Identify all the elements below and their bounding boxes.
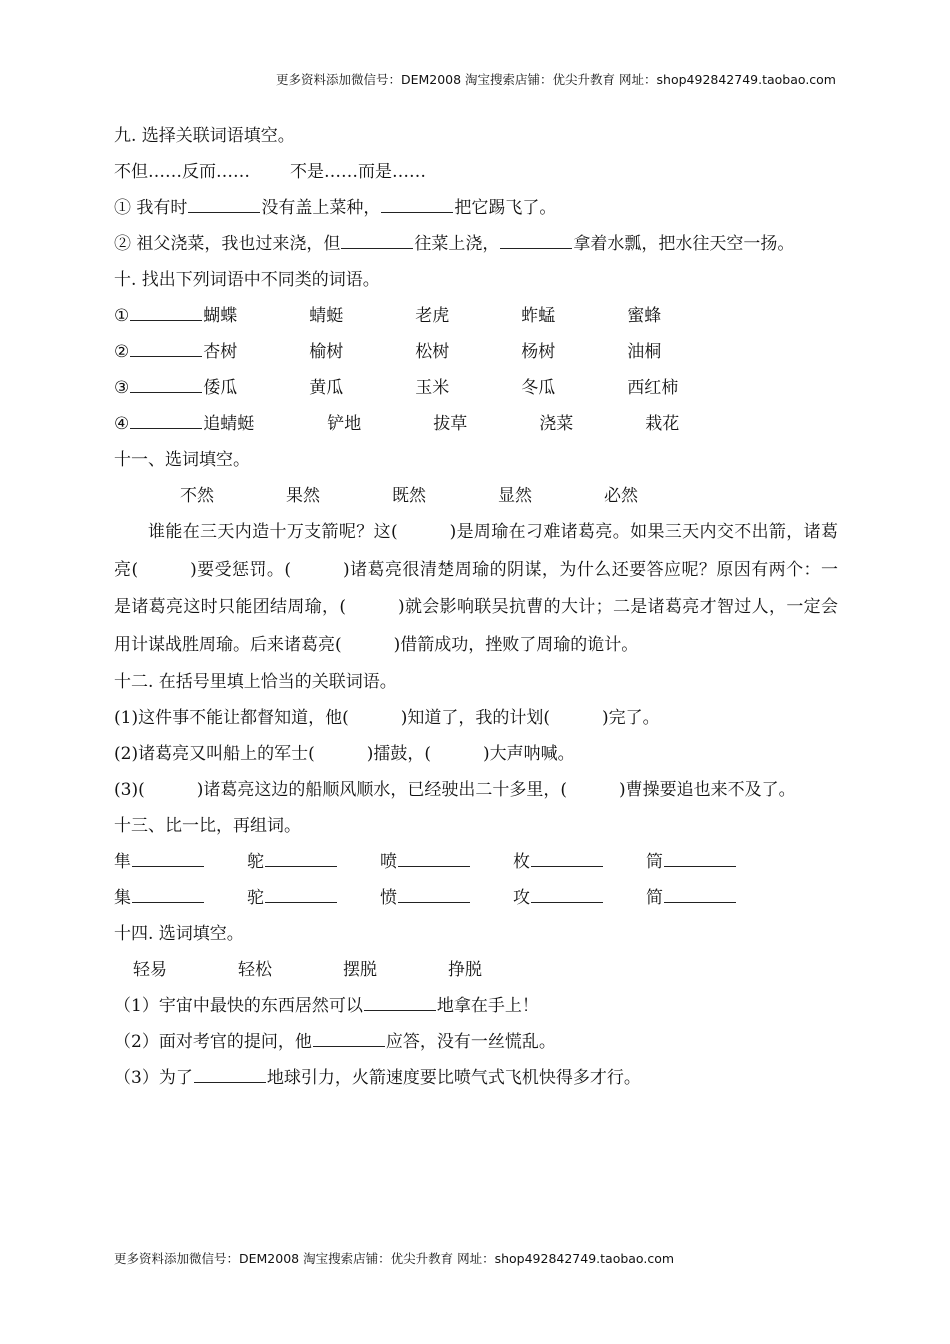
worksheet-body bbox=[114, 118, 838, 1096]
answer-blank[interactable] bbox=[398, 882, 470, 903]
question: ② 祖父浇菜，我也过来浇，但 往菜上浇， 拿着水瓢，把水往天空一扬。 bbox=[114, 226, 838, 262]
answer-blank[interactable] bbox=[381, 192, 453, 213]
answer-blank[interactable] bbox=[341, 228, 413, 249]
word-row: ② 杏树 榆树 松树 杨树 油桐 bbox=[114, 334, 838, 370]
char-row: 隼 鸵 喷 枚 筒 bbox=[114, 844, 838, 880]
option: 不但……反而…… bbox=[114, 162, 250, 182]
answer-blank[interactable] bbox=[398, 846, 470, 867]
word-row: ③ 倭瓜 黄瓜 玉米 冬瓜 西红￼柿 bbox=[114, 370, 838, 406]
question: （3）为了 地球引力，火箭速度要比喷气式飞机快得多才行。 bbox=[114, 1060, 838, 1096]
answer-blank[interactable] bbox=[265, 882, 337, 903]
question: （1）宇宙中最快的东西居然可以 地拿在手上！ bbox=[114, 988, 838, 1024]
answer-blank[interactable] bbox=[364, 990, 436, 1011]
section-10-title: 十. 找出下列词语中不同类的词语。 bbox=[114, 270, 380, 290]
word-bank: 不然 果然 既然 显然 必然 bbox=[180, 486, 638, 506]
answer-blank[interactable] bbox=[313, 1026, 385, 1047]
answer-blank[interactable] bbox=[265, 846, 337, 867]
answer-blank[interactable] bbox=[664, 882, 736, 903]
answer-blank[interactable] bbox=[130, 408, 202, 429]
answer-blank[interactable] bbox=[130, 300, 202, 321]
section-13-title: 十三、比一比，再组词。 bbox=[114, 816, 301, 836]
char-row: 集 驼 愤 攻 简 bbox=[114, 880, 838, 916]
page-header: 更多资料添加微信号：DEM2008 淘宝搜索店铺：优尖升教育 网址：shop492842749.taobao.com bbox=[275, 72, 836, 87]
question: (1)这件事不能让都督知道，他( )知道了，我的计划( )完了。 bbox=[114, 708, 660, 728]
answer-blank[interactable] bbox=[188, 192, 260, 213]
word-row: ④ 追蜻蜓 铲地 拔草 浇菜 栽花 bbox=[114, 406, 838, 442]
word-bank: 轻易 轻松 摆脱 挣脱 bbox=[133, 960, 482, 980]
section-11-title: 十一、选词填空。 bbox=[114, 450, 250, 470]
word-row: ① 蝴蝶 蜻蜓 老虎 蚱蜢 蜜蜂 bbox=[114, 298, 838, 334]
answer-blank[interactable] bbox=[500, 228, 572, 249]
section-12-title: 十二. 在括号里填上恰当的关联词语。 bbox=[114, 672, 397, 692]
section-9-options bbox=[114, 154, 838, 190]
answer-blank[interactable] bbox=[664, 846, 736, 867]
answer-blank[interactable] bbox=[130, 336, 202, 357]
page-footer: 更多资料添加微信号：DEM2008 淘宝搜索店铺：优尖升教育 网址：shop492842749.taobao.com bbox=[114, 1251, 675, 1266]
answer-blank[interactable] bbox=[132, 846, 204, 867]
question: (2)诸葛亮又叫船上的军士( )擂鼓，( )大声呐喊。 bbox=[114, 744, 575, 764]
question: ① 我有时 没有盖上菜种， 把它踢飞了。 bbox=[114, 190, 838, 226]
question: (3)( )诸葛亮这边的船顺风顺水，已经驶出二十多里，( )曹操要追也来不及了。 bbox=[114, 780, 796, 800]
passage: 谁能在三天内造十万支箭呢？这( )是周瑜在刁难诸葛亮。如果三天内交不出箭，诸葛亮( )要受惩罚。( )诸葛亮很清楚周瑜的阴谋，为什么还要答应呢？原因有两个：一是诸葛亮这时只能团结周瑜，( )就会影响联吴抗曹的大计；二是诸葛亮才智过人，一定会用计谋战胜周瑜。后来诸葛亮( )借箭成功，挫败了周瑜的诡计。 bbox=[114, 522, 838, 655]
answer-blank[interactable] bbox=[531, 882, 603, 903]
answer-blank[interactable] bbox=[531, 846, 603, 867]
answer-blank[interactable] bbox=[132, 882, 204, 903]
question: （2）面对考官的提问，他 应答，没有一丝慌乱。 bbox=[114, 1024, 838, 1060]
answer-blank[interactable] bbox=[194, 1062, 266, 1083]
answer-blank[interactable] bbox=[130, 372, 202, 393]
section-9-title: 九. 选择关联词语填空。 bbox=[114, 126, 295, 146]
section-14-title: 十四. 选词填空。 bbox=[114, 924, 244, 944]
option: 不是……而是…… bbox=[290, 162, 426, 182]
